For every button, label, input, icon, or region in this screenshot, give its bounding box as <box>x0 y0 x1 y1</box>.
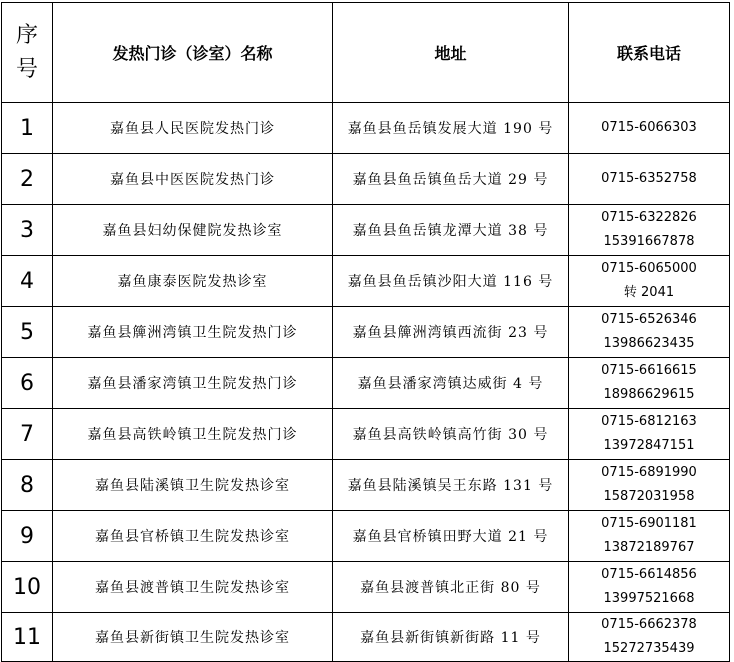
clinic-phone <box>569 613 730 662</box>
clinic-name: 嘉鱼县潘家湾镇卫生院发热门诊 <box>53 358 333 409</box>
clinic-address: 嘉鱼县新街镇新街路 11 号 <box>333 613 569 662</box>
clinic-address: 嘉鱼县潘家湾镇达威街 4 号 <box>333 358 569 409</box>
phone-secondary: 15872031958 <box>603 489 695 504</box>
table-row <box>2 205 730 256</box>
row-number: 6 <box>2 358 53 409</box>
clinic-phone <box>569 205 730 256</box>
phone-primary: 0715-6662378 <box>601 617 697 632</box>
header-clinic-name: 发热门诊（诊室）名称 <box>53 3 333 103</box>
table-row <box>2 511 730 562</box>
phone-secondary: 13997521668 <box>603 591 695 606</box>
clinic-name: 嘉鱼县高铁岭镇卫生院发热门诊 <box>53 409 333 460</box>
clinic-phone <box>569 154 730 205</box>
table-row <box>2 103 730 154</box>
phone-primary: 0715-6901181 <box>601 516 697 531</box>
table-row <box>2 613 730 662</box>
clinic-phone <box>569 511 730 562</box>
clinic-address: 嘉鱼县鱼岳镇鱼岳大道 29 号 <box>333 154 569 205</box>
clinic-address: 嘉鱼县高铁岭镇高竹街 30 号 <box>333 409 569 460</box>
clinic-address: 嘉鱼县鱼岳镇龙潭大道 38 号 <box>333 205 569 256</box>
clinic-phone <box>569 409 730 460</box>
phone-secondary: 13972847151 <box>603 438 695 453</box>
table-row <box>2 409 730 460</box>
clinic-name: 嘉鱼县簰洲湾镇卫生院发热门诊 <box>53 307 333 358</box>
header-serial-line-2: 号 <box>15 56 38 82</box>
phone-primary: 0715-6352758 <box>601 171 697 186</box>
clinic-phone <box>569 307 730 358</box>
row-number: 1 <box>2 103 53 154</box>
phone-primary: 0715-6614856 <box>601 567 697 582</box>
clinic-table <box>1 2 730 662</box>
clinic-address: 嘉鱼县渡普镇北正街 80 号 <box>333 562 569 613</box>
table-row <box>2 358 730 409</box>
clinic-phone <box>569 358 730 409</box>
table-row <box>2 562 730 613</box>
phone-secondary: 13986623435 <box>603 336 695 351</box>
clinic-address: 嘉鱼县官桥镇田野大道 21 号 <box>333 511 569 562</box>
clinic-phone <box>569 460 730 511</box>
phone-primary: 0715-6616615 <box>601 363 697 378</box>
phone-primary: 0715-6526346 <box>601 312 697 327</box>
row-number: 5 <box>2 307 53 358</box>
clinic-phone <box>569 256 730 307</box>
clinic-address: 嘉鱼县鱼岳镇发展大道 190 号 <box>333 103 569 154</box>
header-serial-line-1: 序 <box>15 22 38 48</box>
clinic-phone <box>569 103 730 154</box>
header-serial-number <box>2 3 53 103</box>
phone-primary: 0715-6812163 <box>601 414 697 429</box>
row-number: 3 <box>2 205 53 256</box>
phone-extension: 转 2041 <box>623 285 675 300</box>
table-row <box>2 154 730 205</box>
clinic-name: 嘉鱼县渡普镇卫生院发热诊室 <box>53 562 333 613</box>
table-row <box>2 307 730 358</box>
clinic-name: 嘉鱼康泰医院发热诊室 <box>53 256 333 307</box>
table-row <box>2 460 730 511</box>
row-number: 11 <box>2 613 53 662</box>
phone-secondary: 18986629615 <box>603 387 695 402</box>
clinic-name: 嘉鱼县妇幼保健院发热诊室 <box>53 205 333 256</box>
clinic-name: 嘉鱼县陆溪镇卫生院发热诊室 <box>53 460 333 511</box>
table-row <box>2 256 730 307</box>
phone-primary: 0715-6891990 <box>601 465 697 480</box>
row-number: 2 <box>2 154 53 205</box>
clinic-name: 嘉鱼县中医医院发热门诊 <box>53 154 333 205</box>
clinic-name: 嘉鱼县新街镇卫生院发热诊室 <box>53 613 333 662</box>
header-phone: 联系电话 <box>569 3 730 103</box>
row-number: 10 <box>2 562 53 613</box>
phone-primary: 0715-6065000 <box>601 261 697 276</box>
clinic-name: 嘉鱼县官桥镇卫生院发热诊室 <box>53 511 333 562</box>
header-address: 地址 <box>333 3 569 103</box>
clinic-phone <box>569 562 730 613</box>
phone-secondary: 15391667878 <box>603 234 695 249</box>
clinic-name: 嘉鱼县人民医院发热门诊 <box>53 103 333 154</box>
clinic-address: 嘉鱼县陆溪镇吴王东路 131 号 <box>333 460 569 511</box>
row-number: 9 <box>2 511 53 562</box>
phone-secondary: 13872189767 <box>603 540 695 555</box>
row-number: 7 <box>2 409 53 460</box>
phone-primary: 0715-6066303 <box>601 120 697 135</box>
header-row <box>2 3 730 103</box>
phone-primary: 0715-6322826 <box>601 210 697 225</box>
clinic-address: 嘉鱼县簰洲湾镇西流街 23 号 <box>333 307 569 358</box>
phone-secondary: 15272735439 <box>603 641 695 656</box>
row-number: 8 <box>2 460 53 511</box>
row-number: 4 <box>2 256 53 307</box>
clinic-address: 嘉鱼县鱼岳镇沙阳大道 116 号 <box>333 256 569 307</box>
